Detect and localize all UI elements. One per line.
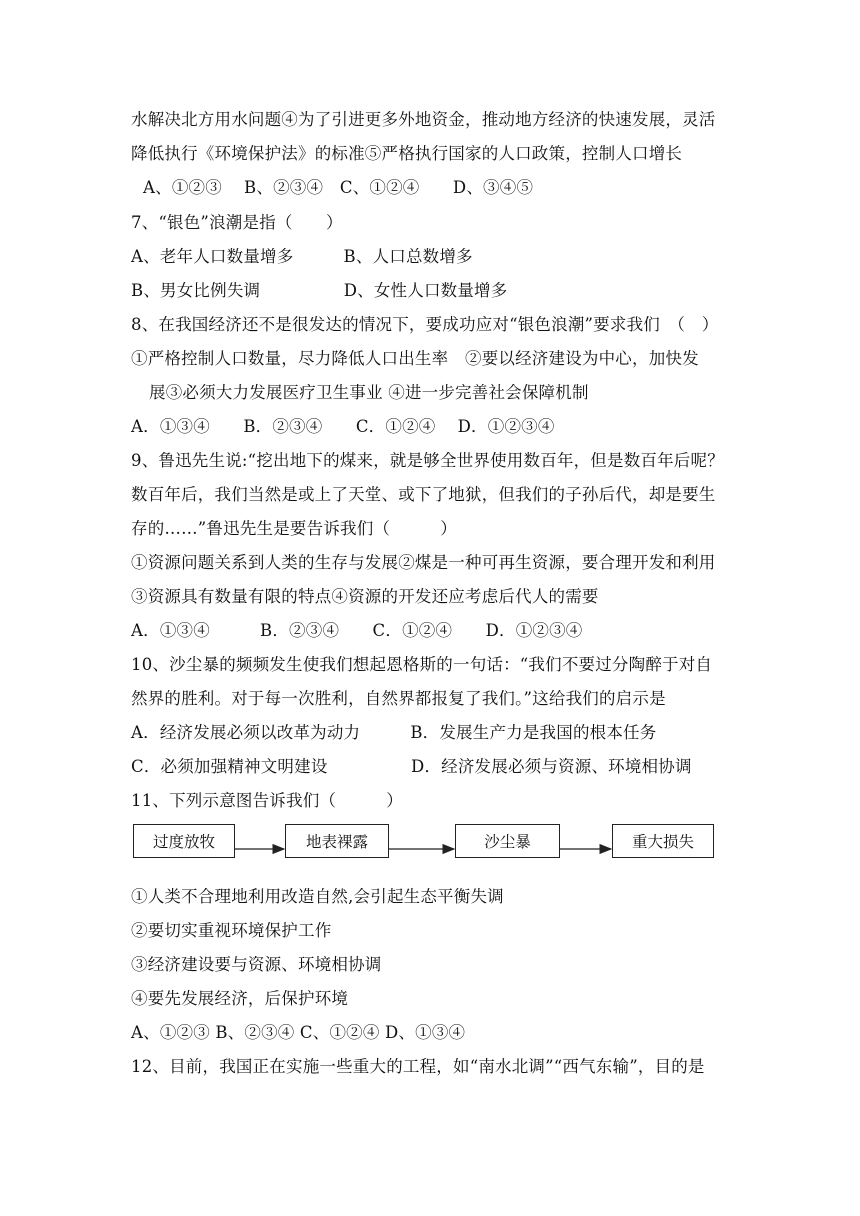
answer-options: A、①②③ B、②③④ C、①②④ D、①③④ [131, 1023, 466, 1042]
statement: ③经济建设要与资源、环境相协调 [131, 955, 382, 974]
text-line: ③资源具有数量有限的特点④资源的开发还应考虑后代人的需要 [131, 587, 599, 606]
flow-box: 重大损失 [612, 824, 714, 858]
option-line: B、男女比例失调 D、女性人口数量增多 [131, 281, 508, 300]
answer-options: A、①②③ B、②③④ C、①②④ D、③④⑤ [143, 178, 534, 197]
text-line: 然界的胜利。对于每一次胜利，自然界都报复了我们。”这给我们的启示是 [131, 689, 666, 708]
option-line: A、老年人口数量增多 B、人口总数增多 [131, 247, 473, 266]
text-line: 展③必须大力发展医疗卫生事业 ④进一步完善社会保障机制 [149, 383, 589, 402]
flow-box: 地表裸露 [285, 824, 389, 858]
text-line: 数百年后，我们当然是或上了天堂、或下了地狱，但我们的子孙后代，却是要生 [131, 485, 716, 504]
question-12: 12、目前，我国正在实施一些重大的工程，如“南水北调”“西气东输”，目的是 [131, 1057, 705, 1076]
statement: ②要切实重视环境保护工作 [131, 921, 332, 940]
text-line: 存的……”鲁迅先生是要告诉我们（ ） [131, 519, 457, 538]
answer-options: A．①③④ B．②③④ C．①②④ D．①②③④ [131, 417, 555, 436]
answer-options: A．①③④ B．②③④ C．①②④ D．①②③④ [131, 621, 583, 640]
statement: ④要先发展经济，后保护环境 [131, 989, 349, 1008]
question-7: 7、“银色”浪潮是指（ ） [131, 213, 343, 232]
question-9: 9、鲁迅先生说:“挖出地下的煤来，就是够全世界使用数百年，但是数百年后呢？ [131, 451, 724, 470]
text-line: 水解决北方用水问题④为了引进更多外地资金，推动地方经济的快速发展，灵活 [131, 110, 716, 129]
flow-box: 过度放牧 [133, 824, 235, 858]
text-line: ①资源问题关系到人类的生存与发展②煤是一种可再生资源，要合理开发和利用 [131, 553, 716, 572]
text-line: 降低执行《环境保护法》的标准⑤严格执行国家的人口政策，控制人口增长 [131, 144, 683, 163]
question-10: 10、沙尘暴的频频发生使我们想起恩格斯的一句话：“我们不要过分陶醉于对自 [131, 655, 713, 674]
flow-box: 沙尘暴 [455, 824, 560, 858]
question-8: 8、在我国经济还不是很发达的情况下，要成功应对“银色浪潮”要求我们 （ ） [131, 315, 719, 334]
option-line: C．必须加强精神文明建设 D．经济发展必须与资源、环境相协调 [131, 757, 692, 776]
text-line: ①严格控制人口数量，尽力降低人口出生率 ②要以经济建设为中心，加快发 [131, 349, 699, 368]
statement: ①人类不合理地利用改造自然,会引起生态平衡失调 [131, 887, 504, 906]
option-line: A．经济发展必须以改革为动力 B．发展生产力是我国的根本任务 [131, 723, 657, 742]
question-11: 11、下列示意图告诉我们（ ） [131, 791, 403, 810]
